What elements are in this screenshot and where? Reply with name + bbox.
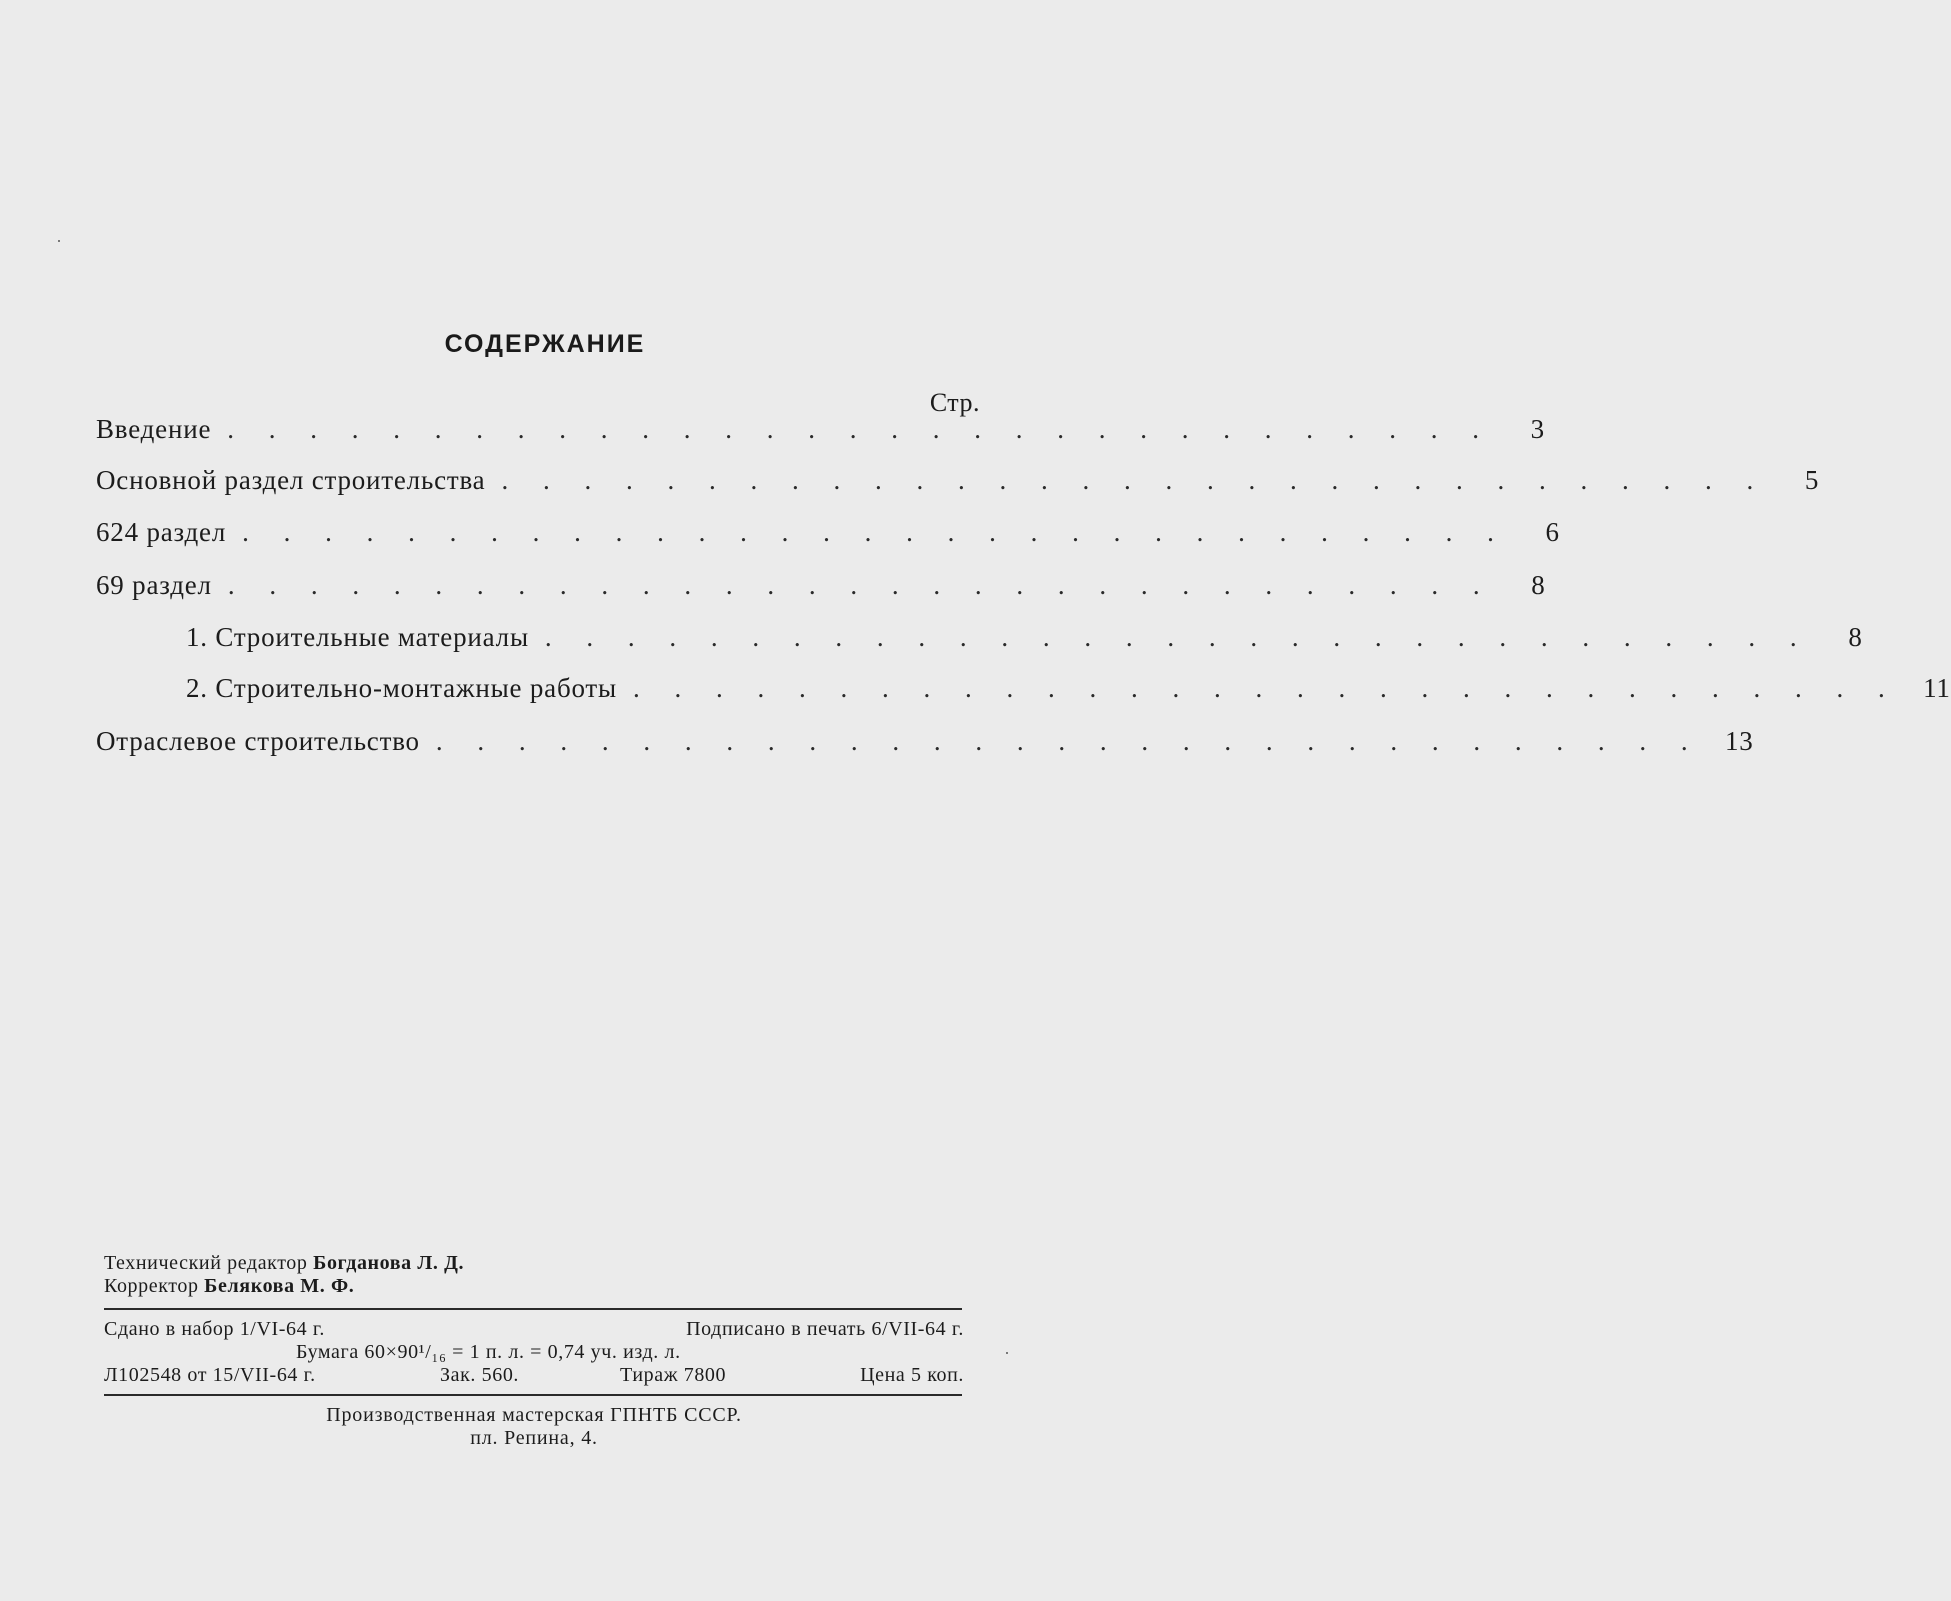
toc-entry-page: 8: [1531, 570, 1546, 600]
imprint-credits: [104, 1252, 964, 1298]
toc-entry-page: 13: [1725, 726, 1754, 756]
signed-date: Подписано в печать 6/VII-64 г.: [686, 1318, 964, 1340]
print-speck: [58, 240, 60, 242]
corrector-label: Корректор: [104, 1275, 199, 1297]
toc-entry-label: Отраслевое строительство: [96, 726, 420, 756]
typeset-signed-line: [104, 1318, 964, 1342]
leader-dots: . . . . . . . . . . . . . . . . . . . . . . . . . . . . . . .: [632, 673, 1899, 703]
leader-dots: . . . . . . . . . . . . . . . . . . . . . . . . . . . . . . .: [242, 517, 1508, 547]
toc-entry-label: 69 раздел: [96, 570, 212, 600]
publisher: Производственная мастерская ГПНТБ СССР.: [326, 1404, 742, 1426]
typeset-date: Сдано в набор 1/VI-64 г.: [104, 1318, 325, 1340]
price: Цена 5 коп.: [860, 1364, 964, 1386]
leader-dots: . . . . . . . . . . . . . . . . . . . . . . . . . . . . . . .: [227, 570, 1494, 600]
toc-entry[interactable]: [96, 517, 1560, 551]
page-column-label: Стр.: [929, 388, 980, 417]
toc-entry-page: 3: [1530, 414, 1545, 444]
toc-entry-page: 5: [1804, 465, 1820, 495]
order-number: Зак. 560.: [440, 1364, 520, 1386]
toc-title: СОДЕРЖАНИЕ: [444, 330, 646, 358]
tech-editor-label: Технический редактор: [104, 1252, 308, 1274]
tech-editor-line: [104, 1252, 964, 1275]
paper-format: Бумага 60×90¹/₁₆ = 1 п. л. = 0,74 уч. изд. л.: [296, 1341, 681, 1363]
toc-entry-page: 6: [1545, 517, 1560, 547]
toc-subentry[interactable]: [186, 673, 1951, 707]
toc-entry[interactable]: [96, 570, 1546, 604]
toc-entry[interactable]: [96, 726, 1754, 760]
toc-entry-page: 8: [1848, 622, 1863, 652]
publisher-address: пл. Репина, 4.: [470, 1427, 598, 1449]
corrector-name: Белякова М. Ф.: [204, 1275, 355, 1297]
divider: [104, 1308, 962, 1310]
toc-entry-label: 2. Строительно-монтажные работы: [186, 673, 617, 703]
print-run: Тираж 7800: [620, 1364, 727, 1386]
divider: [104, 1394, 962, 1396]
print-speck: [1006, 1352, 1008, 1354]
toc-entry-label: Основной раздел строительства: [96, 465, 486, 495]
toc-subentry[interactable]: [186, 622, 1863, 656]
license-line: [104, 1364, 964, 1388]
license-number: Л102548 от 15/VII-64 г.: [104, 1364, 316, 1386]
toc-entry[interactable]: [96, 414, 1545, 448]
paper-line: [104, 1341, 964, 1365]
toc-entry-label: Введение: [96, 414, 212, 444]
toc-entry-label: 1. Строительные материалы: [186, 622, 529, 652]
leader-dots: . . . . . . . . . . . . . . . . . . . . . . . . . . . . . . .: [435, 726, 1702, 756]
leader-dots: . . . . . . . . . . . . . . . . . . . . . . . . . . . . . . .: [501, 465, 1768, 495]
leader-dots: . . . . . . . . . . . . . . . . . . . . . . . . . . . . . . .: [227, 414, 1493, 444]
tech-editor-name: Богданова Л. Д.: [313, 1252, 465, 1274]
leader-dots: . . . . . . . . . . . . . . . . . . . . . . . . . . . . . . .: [544, 622, 1811, 652]
toc-entry-label: 624 раздел: [96, 517, 227, 547]
toc-entry[interactable]: [96, 465, 1820, 499]
toc-entry-page: 11: [1923, 673, 1951, 703]
corrector-line: [104, 1275, 964, 1298]
